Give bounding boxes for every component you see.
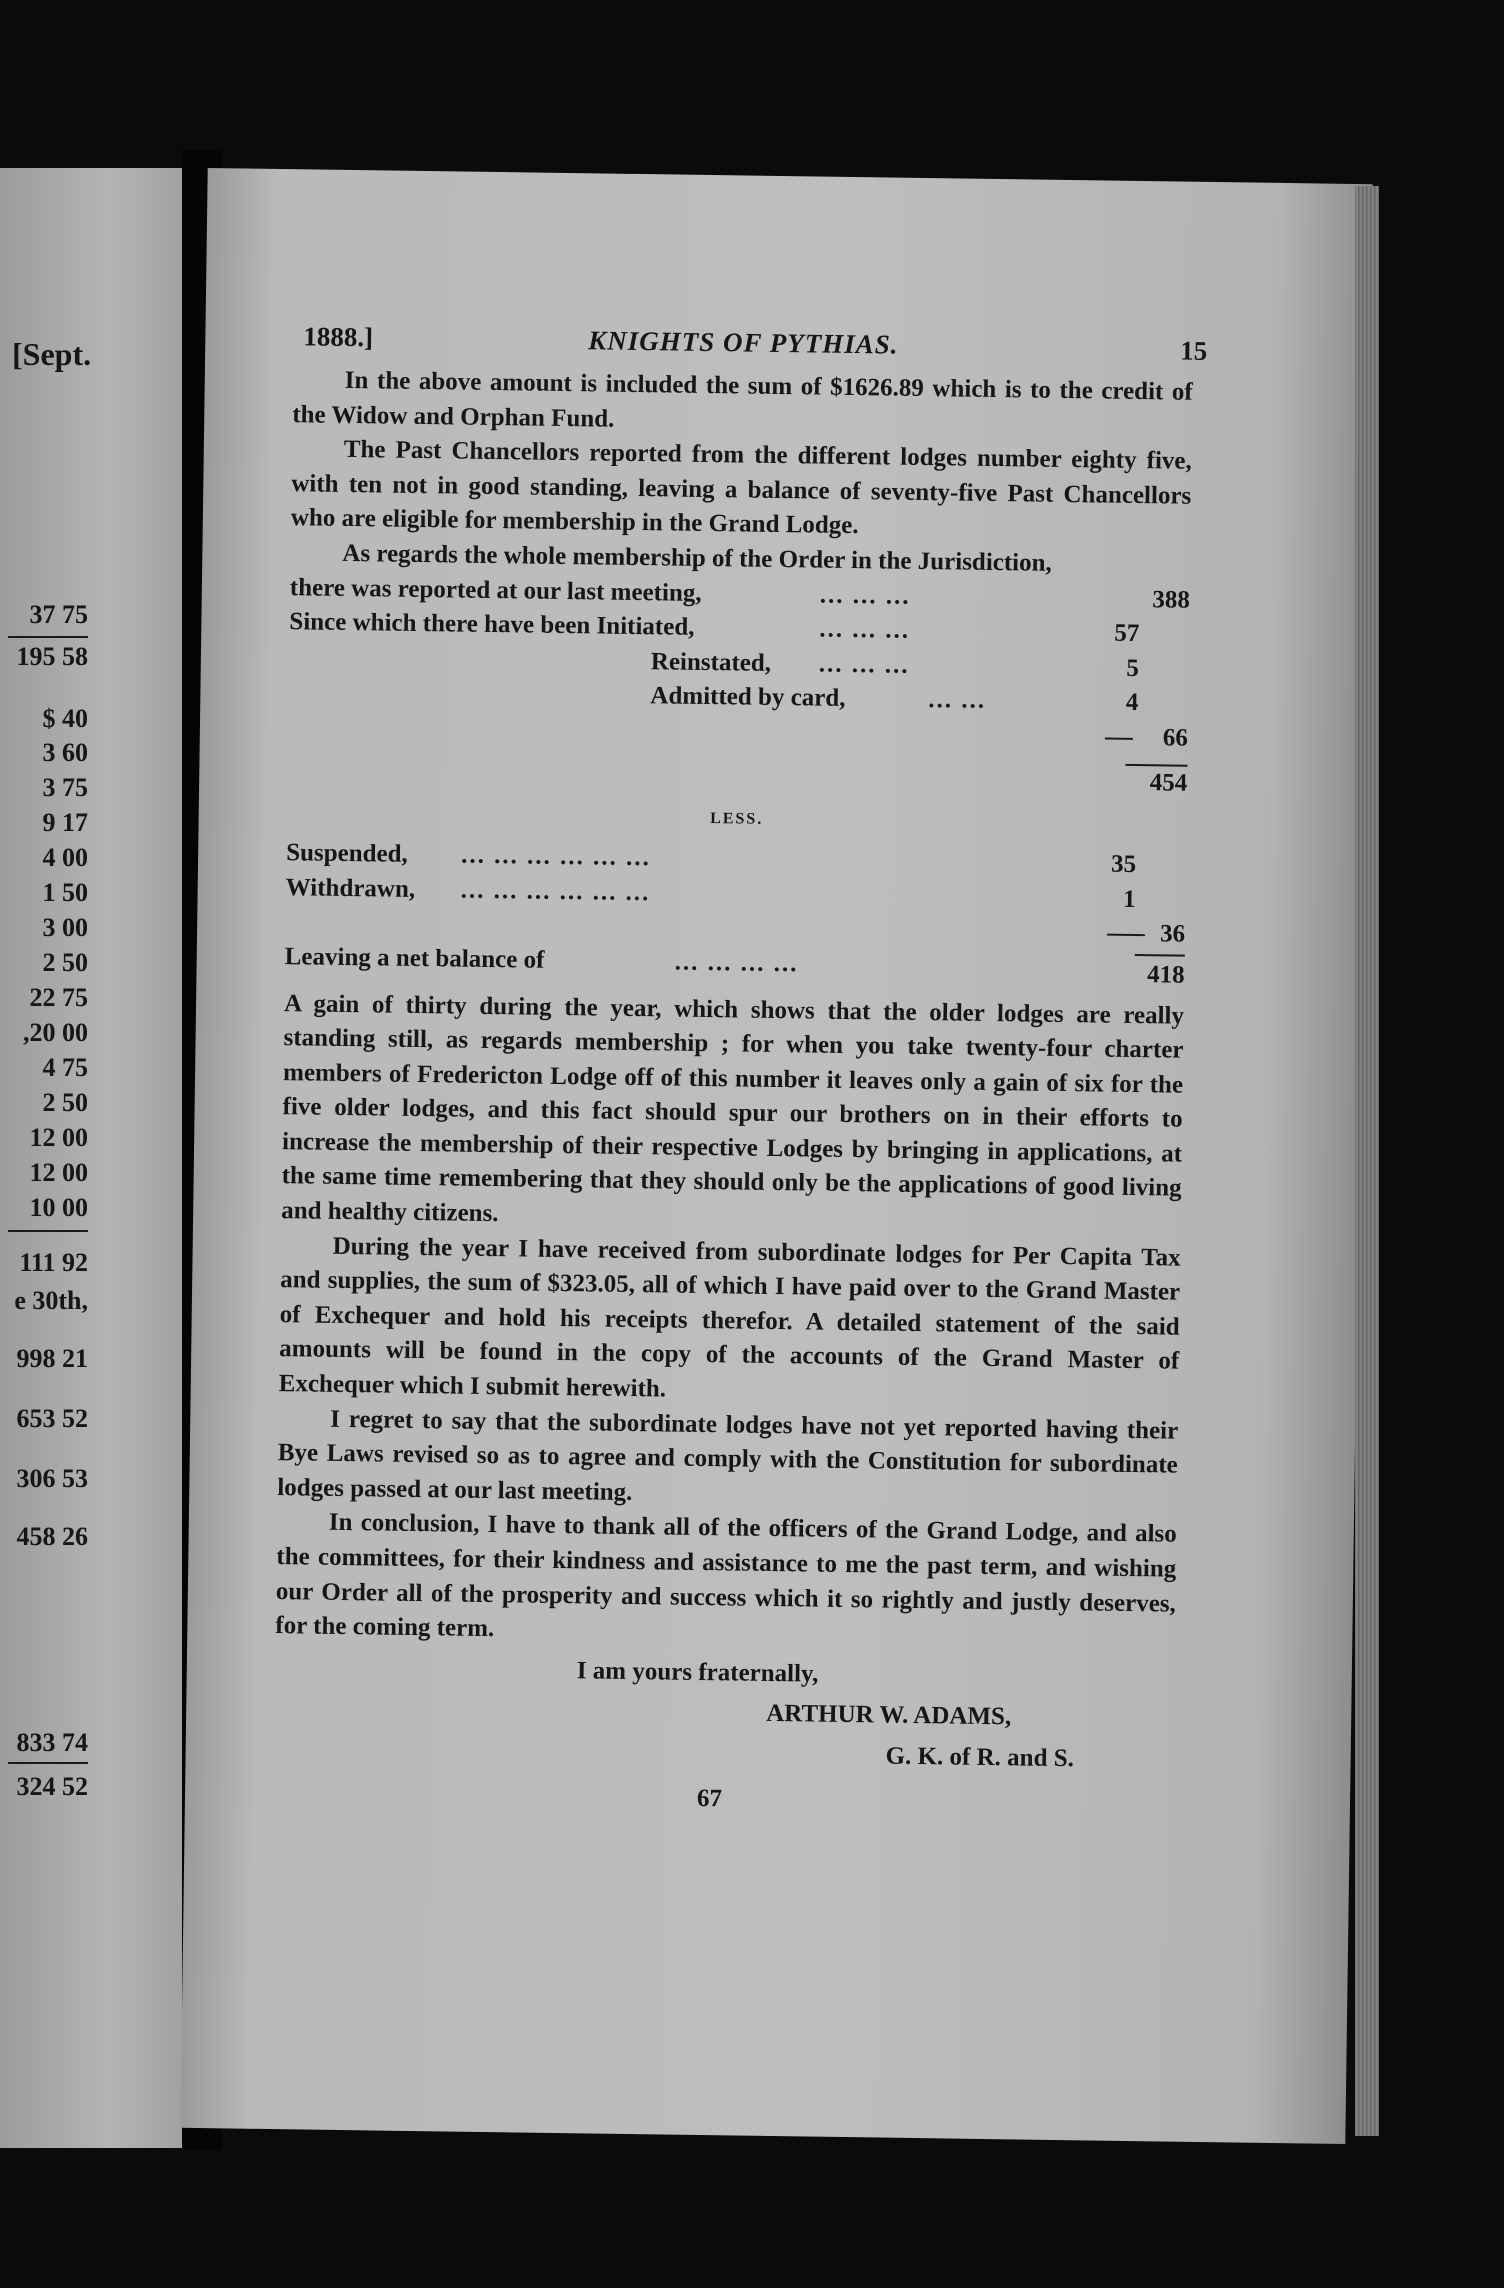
less-heading: LESS.	[710, 810, 764, 828]
paragraph: In conclusion, I have to thank all of the officers of the Grand Lodge, and also the committees, for their kindness and assistance to me the past term, and wishing our Order all of the prosperity and success which it so rightly and justly deserves, for the coming term.	[275, 1509, 1177, 1643]
left-number: 37 75	[29, 600, 88, 629]
row-dots: ... ... ... ...	[674, 948, 799, 978]
left-number: 2 50	[42, 1088, 88, 1117]
row-dots: ... ... ... ... ... ...	[460, 876, 651, 906]
left-number: 10 00	[29, 1193, 88, 1222]
row-label: Suspended,	[285, 839, 408, 868]
left-number: 653 52	[16, 1404, 88, 1433]
left-number: e 30th,	[14, 1286, 88, 1315]
left-facing-page	[0, 168, 182, 2148]
less-total-value: 36	[1159, 920, 1186, 948]
left-number: 998 21	[16, 1344, 88, 1373]
left-number: 3 00	[42, 913, 88, 942]
row-label: Withdrawn,	[285, 873, 416, 903]
left-number: 324 52	[16, 1772, 88, 1801]
left-number: 2 50	[42, 948, 88, 977]
left-number: ,20 00	[23, 1018, 88, 1047]
header-year: 1888.]	[303, 321, 374, 353]
row-value: 5	[1126, 654, 1140, 682]
paragraph: In the above amount is included the sum of $1626.89 which is to the credit of the Widow and Orphan Fund.	[292, 366, 1193, 433]
row-label: Since which there have been Initiated,	[289, 608, 695, 641]
left-number: 111 92	[19, 1248, 88, 1277]
left-number: 306 53	[16, 1464, 88, 1493]
row-label: Admitted by card,	[650, 682, 846, 713]
header-title: KNIGHTS OF PYTHIAS.	[588, 325, 899, 360]
paragraph: As regards the whole membership of the Order in the Jurisdiction,	[342, 539, 1052, 577]
row-label: Reinstated,	[650, 647, 772, 677]
left-number: $ 40	[42, 704, 88, 733]
net-rule	[1135, 954, 1185, 957]
membership-table	[284, 571, 1190, 987]
left-number: 3 75	[42, 773, 88, 802]
row-dots: ... ... ...	[819, 615, 911, 644]
row-dots: ... ...	[928, 686, 987, 715]
page-edge	[1355, 186, 1379, 2136]
left-rule	[8, 1762, 88, 1764]
paragraph: A gain of thirty during the year, which shows that the older lodges are really standing still, as regards membership ; for when you take twenty-four charter members of Fredericton Lodge off of this number it leaves only a gain of six for the five older lodges, and this fact should spur our brothers on in their efforts to increase the membership of their respective Lodges by bringing in applications, at the same time remembering that they should only be the applications of good living and healthy citizens.	[281, 989, 1185, 1228]
row-value: 57	[1114, 619, 1140, 648]
left-number: 12 00	[29, 1158, 88, 1187]
subtotal-value: 66	[1162, 724, 1189, 752]
left-page-header: [Sept.	[12, 336, 92, 372]
row-label: there was reported at our last meeting,	[289, 573, 702, 607]
net-value: 418	[1146, 961, 1185, 989]
left-number: 4 00	[42, 843, 88, 872]
left-number: 3 60	[42, 738, 88, 767]
row-value: 1	[1122, 885, 1136, 913]
left-number: 458 26	[16, 1522, 88, 1551]
header-page-number: 15	[1180, 335, 1208, 366]
row-value: 35	[1110, 850, 1137, 879]
left-number: 22 75	[29, 983, 88, 1012]
footer-number: 67	[696, 1784, 723, 1812]
row-value: 388	[1152, 585, 1190, 614]
left-rule	[8, 1230, 88, 1232]
left-number: 12 00	[29, 1123, 88, 1152]
row-dots: ... ... ... ... ... ...	[460, 841, 652, 872]
total-value: 454	[1149, 768, 1188, 797]
row-dots: ... ... ...	[818, 650, 910, 679]
left-number: 195 58	[16, 642, 88, 671]
closing-line: I am yours fraternally,	[576, 1657, 819, 1688]
page-content	[273, 319, 1208, 1823]
row-label: Leaving a net balance of	[284, 943, 545, 974]
row-value: 4	[1125, 689, 1139, 717]
row-dots: ... ... ...	[819, 581, 911, 610]
main-page	[180, 168, 1372, 2144]
paragraph: During the year I have received from subordinate lodges for Per Capita Tax and supplies, the sum of $323.05, all of which I have paid over to the Grand Master of Exchequer and hold his receipts therefor. A detailed statement of the said amounts will be found in the copy of the accounts of the Grand Master of Exchequer which I submit herewith.	[278, 1232, 1181, 1403]
paragraph: I regret to say that the subordinate lodges have not yet reported having their Bye Laws revised so as to agree and comply with the Constitution for subordinate lodges passed at our last meeting.	[277, 1405, 1179, 1506]
signatory-name: ARTHUR W. ADAMS,	[766, 1700, 1012, 1731]
signatory-title: G. K. of R. and S.	[885, 1742, 1075, 1773]
left-number: 4 75	[42, 1053, 88, 1082]
left-number: 833 74	[16, 1728, 88, 1757]
left-number: 9 17	[42, 808, 88, 837]
left-number: 1 50	[42, 878, 88, 907]
paragraph: The Past Chancellors reported from the different lodges number eighty five, with ten not in good standing, leaving a balance of seventy-five Past Chancellors who are eligible for membership in the Grand Lodge.	[290, 436, 1192, 540]
left-rule	[8, 636, 88, 638]
